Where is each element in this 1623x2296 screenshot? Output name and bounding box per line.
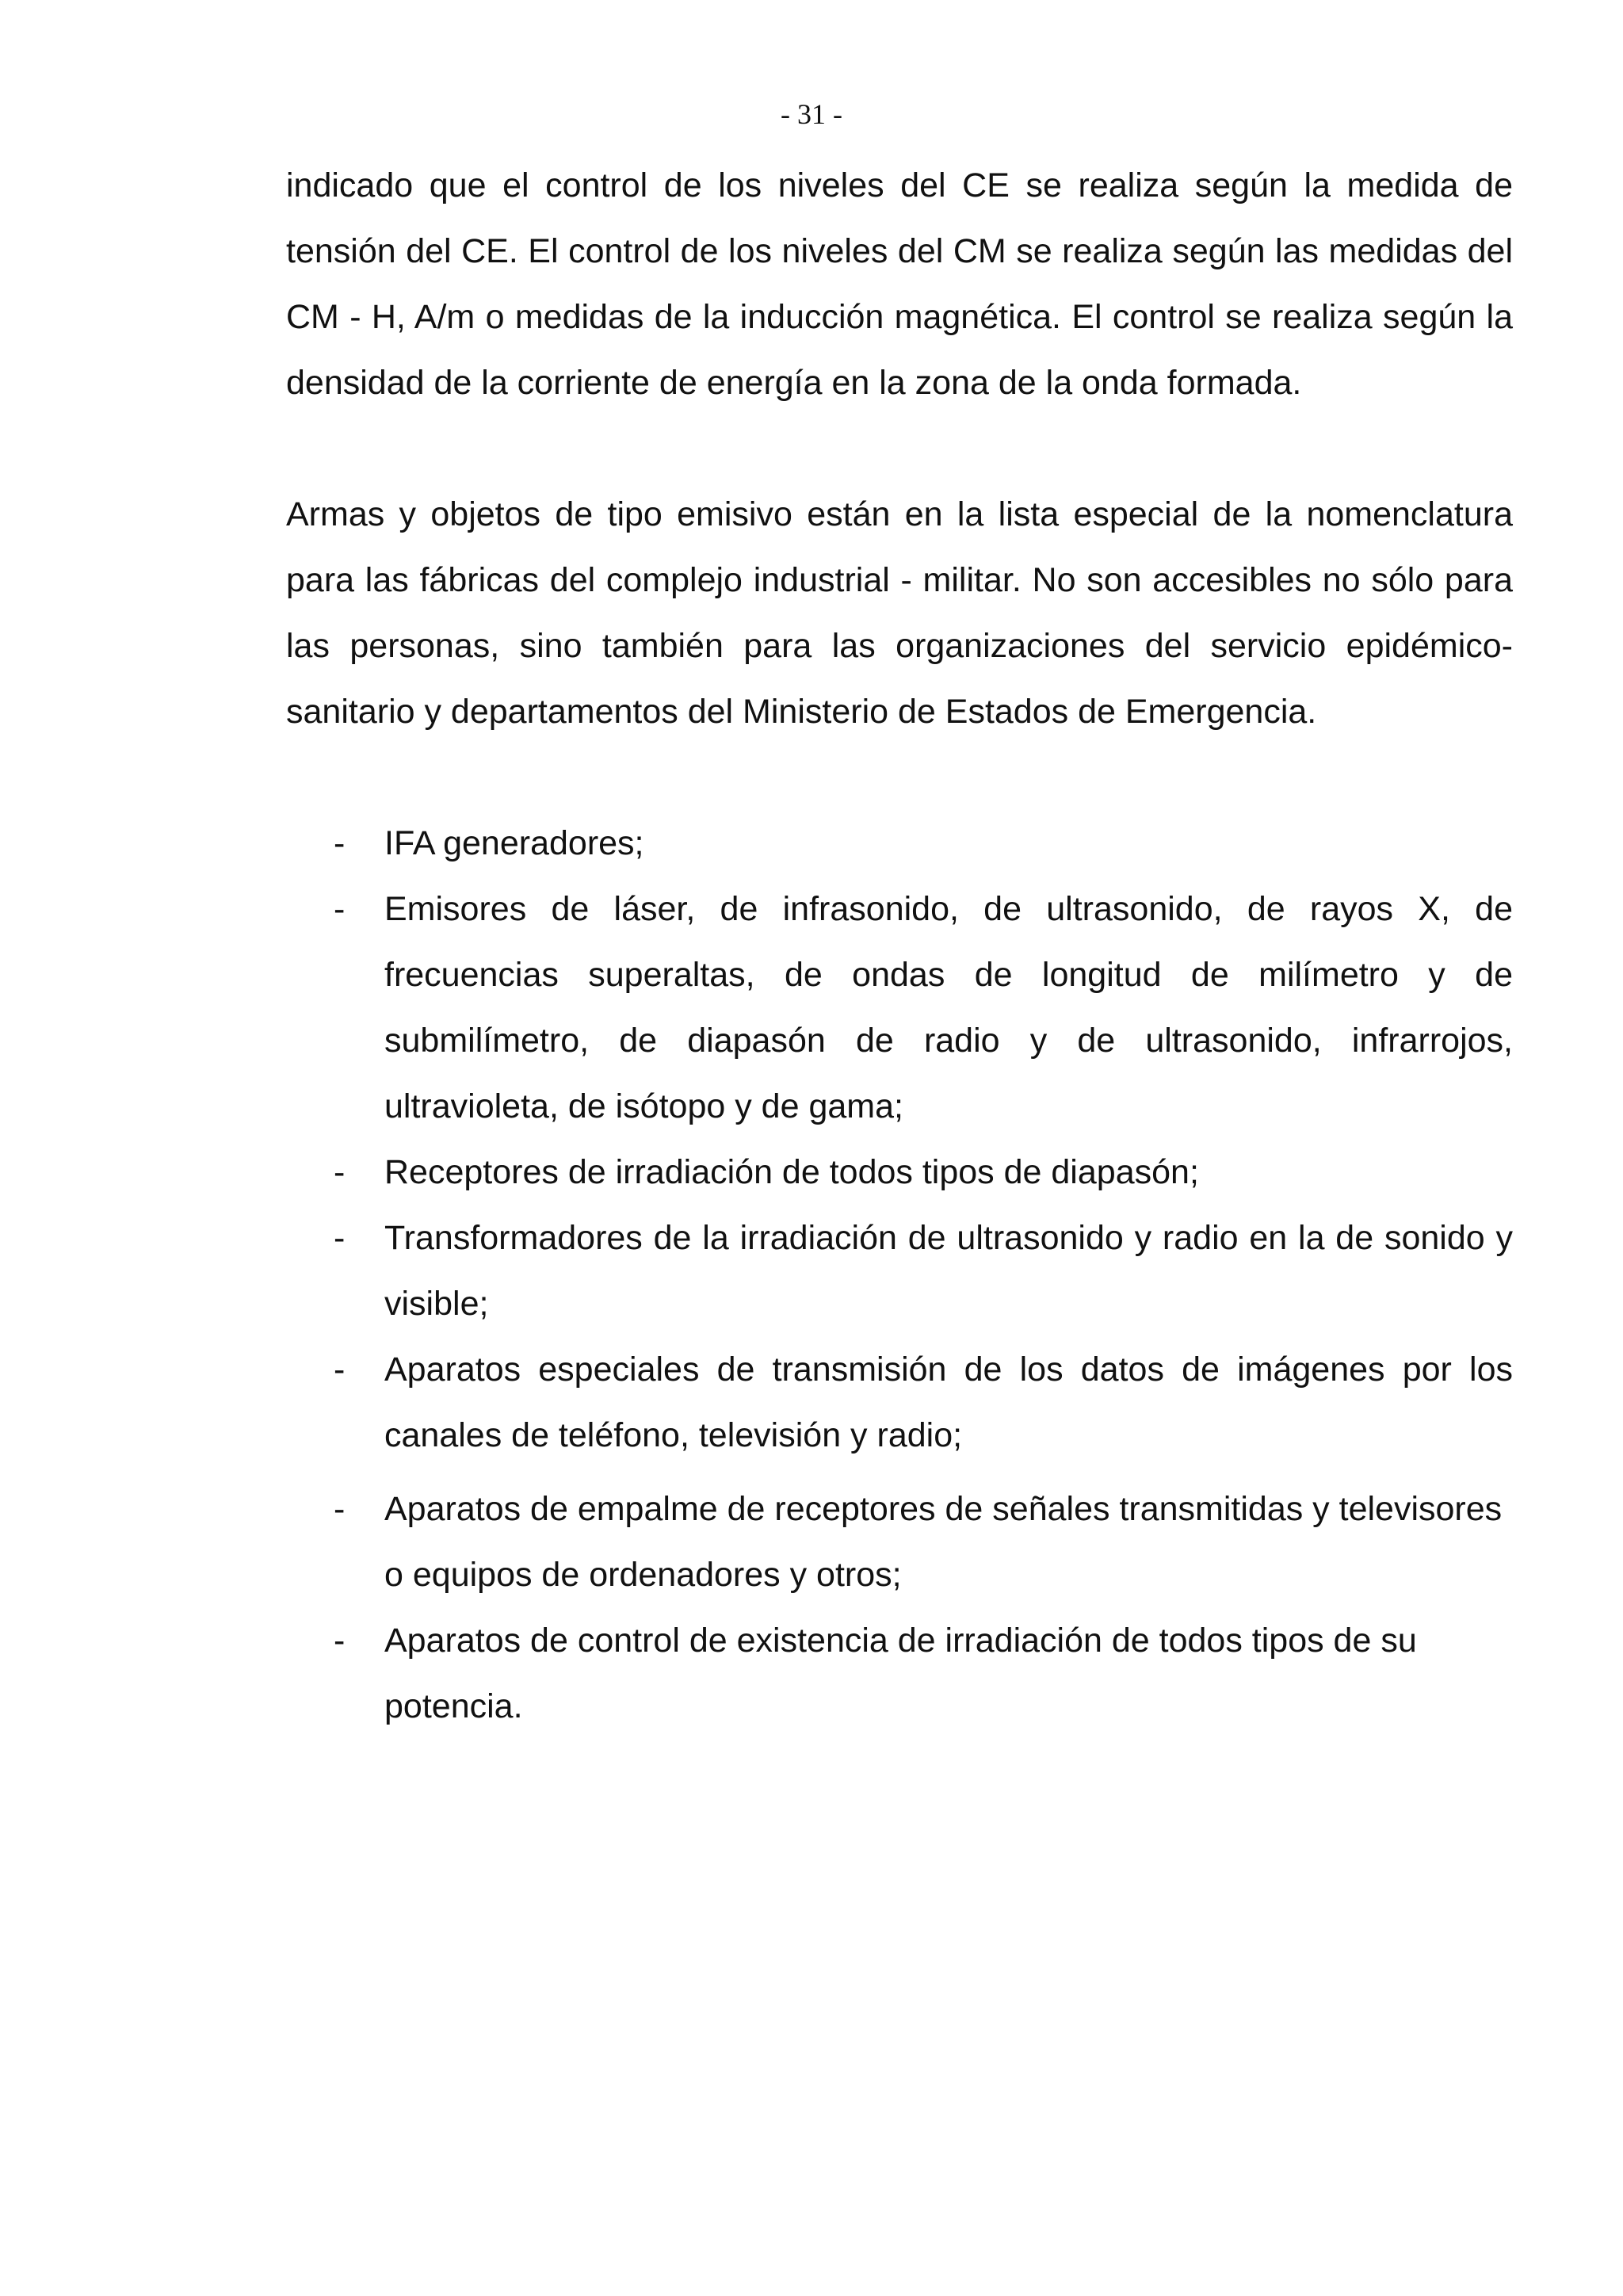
list-item-text: Aparatos de control de existencia de irradiación de todos tipos de su potencia. bbox=[384, 1622, 1417, 1725]
dash-marker: - bbox=[334, 1622, 346, 1660]
dash-marker: - bbox=[334, 890, 346, 928]
dash-marker: - bbox=[334, 1219, 346, 1257]
dash-marker: - bbox=[334, 1490, 346, 1528]
list-item bbox=[286, 1140, 1513, 1205]
list-item-text: Emisores de láser, de infrasonido, de ultrasonido, de rayos X, de frecuencias superaltas, de ondas de longitud de milímetro y de submilímetro, de diapasón de radio y de ultrasonido, infrarrojos, ultravioleta, de isótopo y de gama; bbox=[384, 890, 1513, 1125]
page-number: - 31 - bbox=[781, 98, 842, 130]
list-item bbox=[286, 877, 1513, 1140]
dash-marker: - bbox=[334, 1153, 346, 1191]
list-item bbox=[286, 811, 1513, 877]
list-item-text: Transformadores de la irradiación de ultrasonido y radio en la de sonido y visible; bbox=[384, 1219, 1513, 1323]
list-item bbox=[286, 1337, 1513, 1469]
document-body bbox=[286, 153, 1513, 1740]
list-item bbox=[286, 1205, 1513, 1337]
dash-marker: - bbox=[334, 824, 346, 862]
list-item-text: IFA generadores; bbox=[384, 824, 644, 862]
dash-marker: - bbox=[334, 1350, 346, 1389]
list-item bbox=[286, 1608, 1513, 1740]
list-item-text: Receptores de irradiación de todos tipos de diapasón; bbox=[384, 1153, 1199, 1191]
list-item bbox=[286, 1477, 1513, 1608]
paragraph-armas-objetos: Armas y objetos de tipo emisivo están en la lista especial de la nomenclatura para las fábricas del complejo industrial - militar. No son accesibles no sólo para las personas, sino también para las organizaciones del servicio epidémico-sanitario y departamentos del Ministerio de Estados de Emergencia. bbox=[286, 495, 1513, 731]
list-item-text: Aparatos de empalme de receptores de señales transmitidas y televisores o equipos de ordenadores y otros; bbox=[384, 1490, 1503, 1594]
paragraph-control-niveles: indicado que el control de los niveles del CE se realiza según la medida de tensión del CE. El control de los niveles del CM se realiza según las medidas del CM - H, A/m o medidas de la inducción magnética. El control se realiza según la densidad de la corriente de energía en la zona de la onda formada. bbox=[286, 166, 1513, 402]
list-item-text: Aparatos especiales de transmisión de los datos de imágenes por los canales de teléfono, televisión y radio; bbox=[384, 1350, 1513, 1454]
emitter-list bbox=[286, 811, 1513, 1740]
